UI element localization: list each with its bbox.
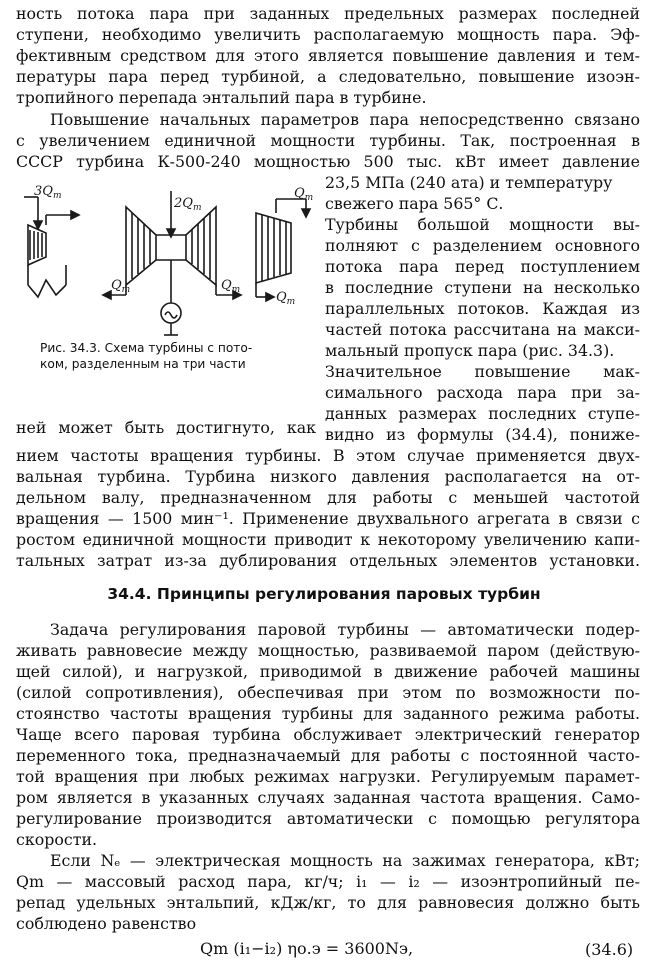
text-line: тальных затрат из-за дублирования отдельных элементов установки. bbox=[16, 551, 640, 570]
text-line: полняют с разделением основного bbox=[325, 236, 640, 255]
text-line: соблюдено равенство bbox=[16, 914, 197, 933]
text-line: Значительное повышение мак- bbox=[325, 362, 640, 381]
turbine-scheme-figure bbox=[16, 185, 316, 340]
text-line: Турбины большой мощности вы- bbox=[325, 215, 640, 234]
text-line: Задача регулирования паровой турбины — автоматически подер- bbox=[50, 620, 640, 639]
text-line: дельном валу, предназначенном для работы с меньшей частотой bbox=[16, 488, 640, 507]
label-2qm: $2Q_m$ bbox=[174, 196, 202, 213]
text-line: свежего пара 565° С. bbox=[325, 194, 504, 213]
text-line: с увеличением единичной мощности турбины. Так, построенная в bbox=[16, 131, 640, 150]
equation: Qm (i₁−i₂) ηо.э = 3600Nэ, bbox=[200, 939, 414, 958]
text-line: нием частоты вращения турбины. В этом случае применяется двух- bbox=[16, 446, 640, 465]
text-line: ней может быть достигнуто, как bbox=[16, 418, 316, 437]
text-line: вальная турбина. Турбина низкого давления располагается на от- bbox=[16, 467, 640, 486]
text-line: мальный пропуск пара (рис. 34.3). bbox=[325, 341, 615, 360]
text-line: ность потока пара при заданных предельных размерах последней bbox=[16, 4, 640, 23]
text-line: ростом единичной мощности приводит к некоторому увеличению капи- bbox=[16, 530, 640, 549]
figure-caption-line: Рис. 34.3. Схема турбины с пото- bbox=[40, 341, 253, 355]
text-line: данных размерах последних ступе- bbox=[325, 404, 640, 423]
text-line: живать равновесие между мощностью, развиваемой паром (действую- bbox=[16, 641, 640, 660]
label-qm-left: $Q_m$ bbox=[111, 278, 131, 295]
text-line: регулирование производится автоматически с помощью регулятора bbox=[16, 809, 640, 828]
text-line: ром является в указанных случаях заданная частота вращения. Само- bbox=[16, 788, 640, 807]
figure-caption-line: ком, разделенным на три части bbox=[40, 357, 246, 371]
equation-number: (34.6) bbox=[585, 940, 634, 959]
text-line: в последние ступени на несколько bbox=[325, 278, 640, 297]
label-qm-top: $Q_m$ bbox=[294, 186, 314, 203]
text-line: потока пара перед поступлением bbox=[325, 257, 640, 276]
section-heading: 34.4. Принципы регулирования паровых турбин bbox=[107, 585, 541, 603]
text-line: (силой сопротивления), обеспечивая при этом по возможности по- bbox=[16, 683, 640, 702]
text-line: ступени, необходимо увеличить располагаемую мощность пара. Эф- bbox=[16, 25, 640, 44]
text-line: фективным средством для этого является повышение давления и тем- bbox=[16, 46, 640, 65]
text-line: той вращения при любых режимах нагрузки. Регулируемым парамет- bbox=[16, 767, 640, 786]
text-line: частей потока рассчитана на макси- bbox=[325, 320, 640, 339]
text-line: Чаще всего паровая турбина обслуживает электрический генератор bbox=[16, 725, 640, 744]
text-line: 23,5 МПа (240 ата) и температуру bbox=[325, 173, 613, 192]
label-qm-right: $Q_m$ bbox=[276, 290, 296, 307]
text-line: переменного тока, предназначаемый для работы с постоянной часто- bbox=[16, 746, 640, 765]
text-line: Если Nₑ — электрическая мощность на зажимах генератора, кВт; bbox=[50, 851, 640, 870]
text-line: симального расхода пара при за- bbox=[325, 383, 640, 402]
text-line: Qm — массовый расход пара, кг/ч; i₁ — i₂ — изоэнтропийный пе- bbox=[16, 872, 640, 891]
text-line: стоянство частоты вращения турбины для заданного режима работы. bbox=[16, 704, 640, 723]
label-qm-mid: $Q_m$ bbox=[221, 278, 241, 295]
text-line: вращения — 1500 мин⁻¹. Применение двухвального агрегата в связи с bbox=[16, 509, 640, 528]
text-line: видно из формулы (34.4), пониже- bbox=[325, 425, 640, 444]
text-line: Повышение начальных параметров пара непосредственно связано bbox=[50, 110, 640, 129]
text-line: СССР турбина К-500-240 мощностью 500 тыс. кВт имеет давление bbox=[16, 152, 640, 171]
text-line: репад удельных энтальпий, кДж/кг, то для равновесия должно быть bbox=[16, 893, 640, 912]
text-line: скорости. bbox=[16, 830, 97, 849]
text-line: пературы пара перед турбиной, а следовательно, повышение изоэн- bbox=[16, 67, 640, 86]
text-line: щей силой), и нагрузкой, приводимой в движение рабочей машины bbox=[16, 662, 640, 681]
text-line: тропийного перепада энтальпий пара в турбине. bbox=[16, 88, 427, 107]
label-3qm: $3Q_m$ bbox=[34, 185, 62, 201]
text-line: параллельных потоков. Каждая из bbox=[325, 299, 640, 318]
